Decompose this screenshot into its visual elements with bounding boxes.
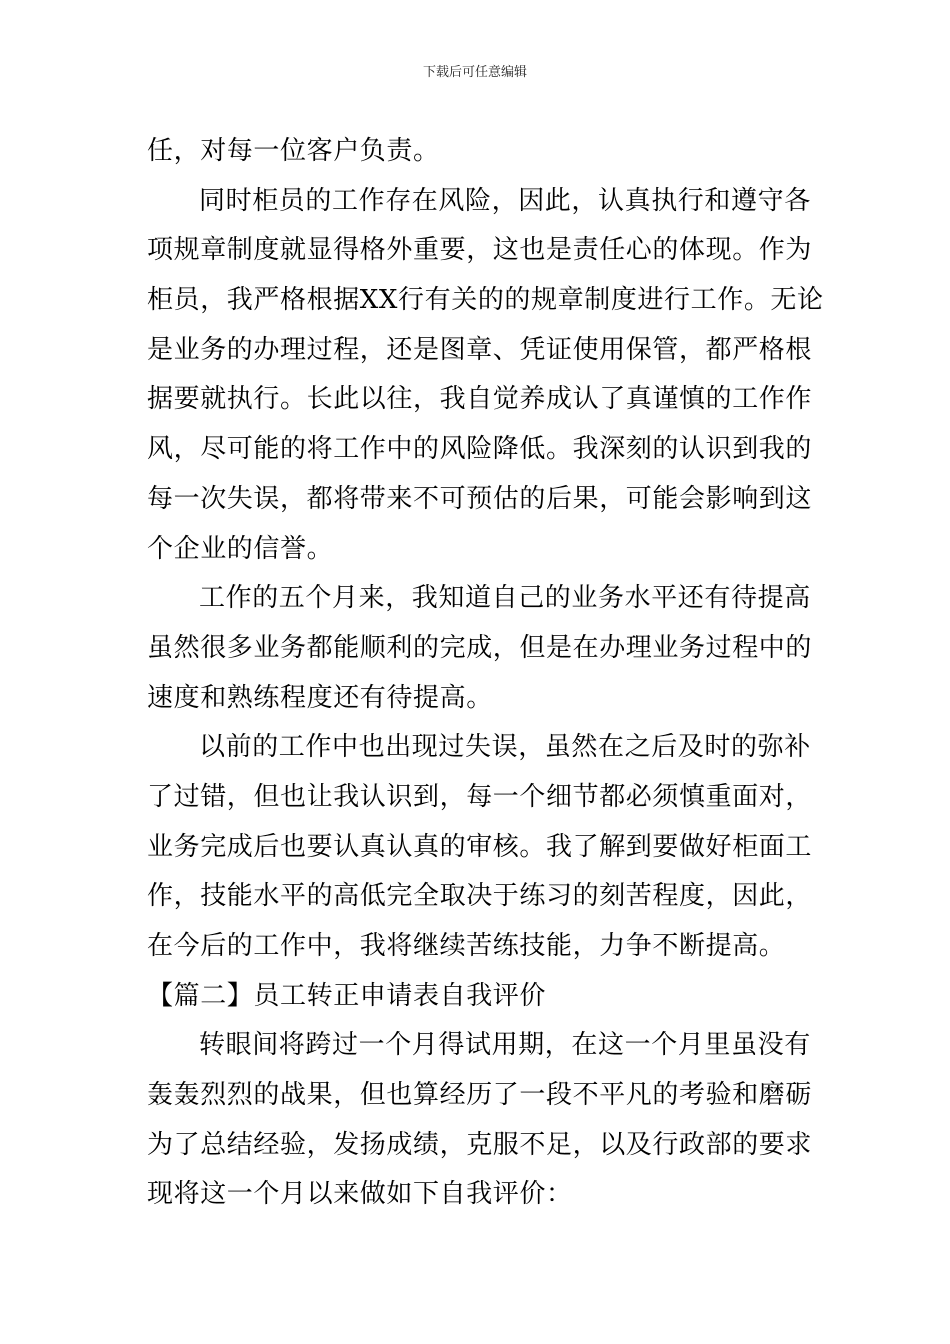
text-line-1: 任，对每一位客户负责。 [147,136,440,166]
text-line-4: 柜员，我严格根据XX行有关的的规章制度进行工作。无论 [147,285,824,316]
text-line-22: 现将这一个月以来做如下自我评价： [147,1179,573,1210]
text-line-13: 以前的工作中也出现过失误，虽然在之后及时的弥补 [199,732,811,763]
text-line-9: 个企业的信誉。 [147,533,334,564]
section-heading: 【篇二】员工转正申请表自我评价 [147,980,547,1011]
text-line-8: 每一次失误，都将带来不可预估的后果，可能会影响到这 [147,483,813,514]
text-line-15: 业务完成后也要认真认真的审核。我了解到要做好柜面工 [147,831,813,862]
text-line-11: 虽然很多业务都能顺利的完成，但是在办理业务过程中的 [147,632,813,663]
text-line-14: 了过错，但也让我认识到，每一个细节都必须慎重面对， [147,781,813,812]
text-line-21: 为了总结经验，发扬成绩，克服不足，以及行政部的要求 [147,1129,813,1160]
text-line-19: 转眼间将跨过一个月得试用期，在这一个月里虽没有 [199,1030,811,1061]
text-line-12: 速度和熟练程度还有待提高。 [147,682,493,713]
text-line-17: 在今后的工作中，我将继续苦练技能，力争不断提高。 [147,931,786,961]
text-line-16: 作，技能水平的高低完全取决于练习的刻苦程度，因此， [147,881,813,912]
document-body [147,127,824,1220]
text-line-7: 风，尽可能的将工作中的风险降低。我深刻的认识到我的 [147,434,813,465]
page-header: 下载后可任意编辑 [422,65,527,80]
text-line-3: 项规章制度就显得格外重要，这也是责任心的体现。作为 [147,235,813,266]
text-line-10: 工作的五个月来，我知道自己的业务水平还有待提高 [199,583,811,614]
text-line-20: 轰轰烈烈的战果，但也算经历了一段不平凡的考验和磨砺 [147,1080,813,1111]
text-line-5: 是业务的办理过程，还是图章、凭证使用保管，都严格根 [147,334,813,365]
text-line-6: 据要就执行。长此以往，我自觉养成认了真谨慎的工作作 [147,384,813,415]
text-line-2: 同时柜员的工作存在风险，因此，认真执行和遵守各 [199,185,811,216]
